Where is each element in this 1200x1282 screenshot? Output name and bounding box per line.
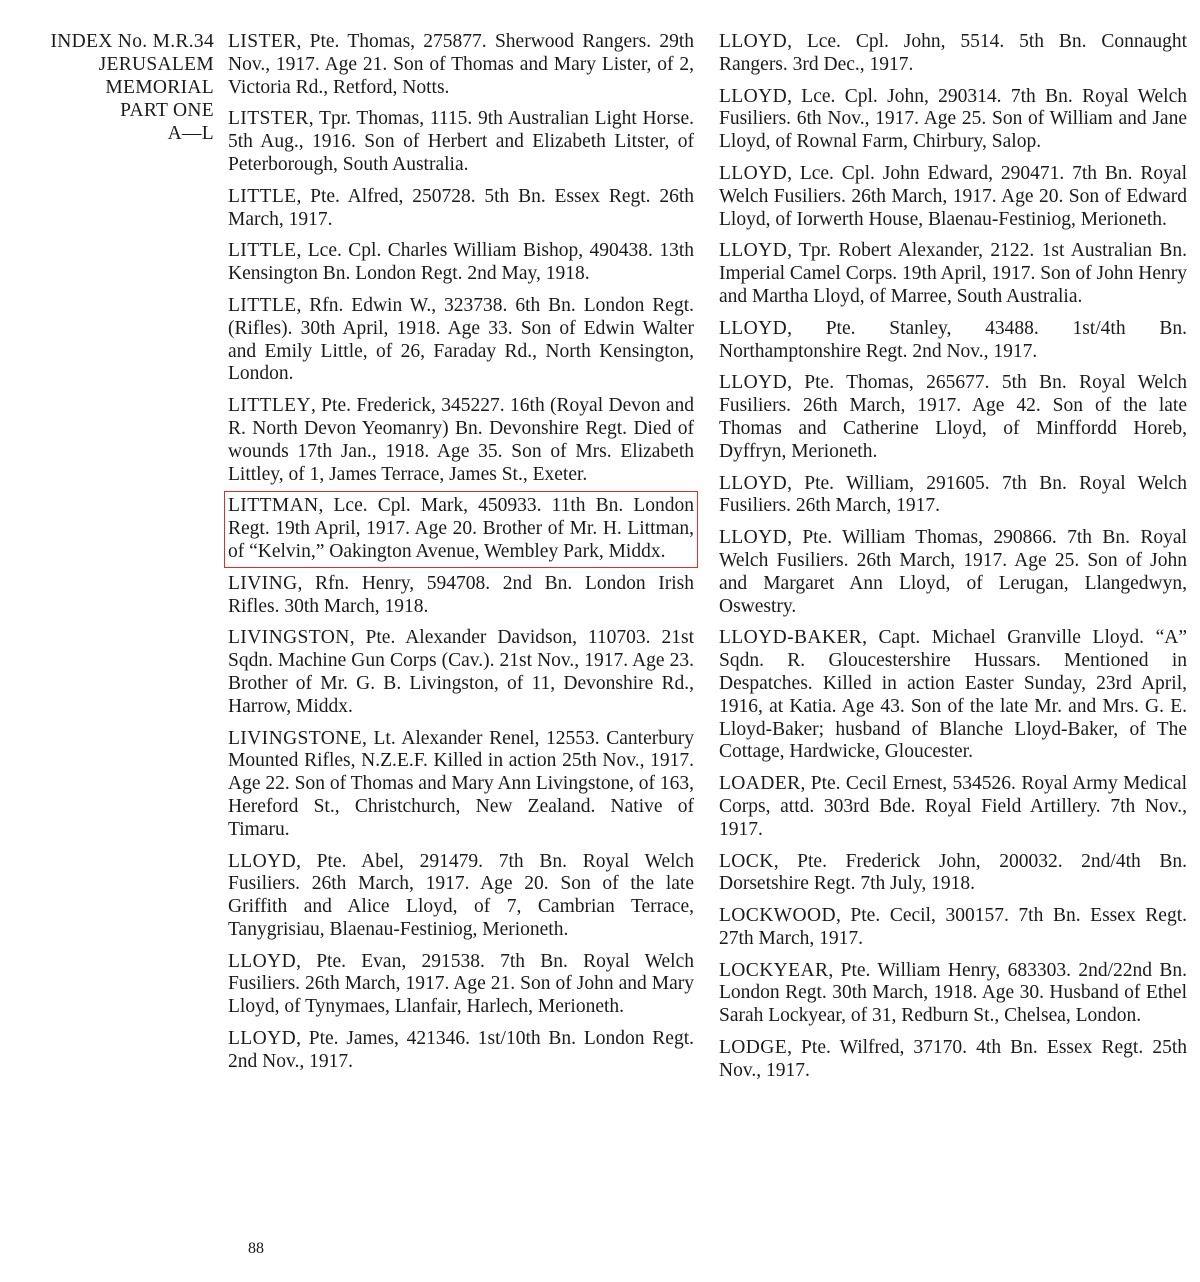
entry-details: , Lt. Alexander Renel, 12553. Canterbury Mounted Rifles, N.Z.E.F. Killed in action 25th Nov., 1917. Age 22. Son of Thomas and Mary Ann Livingstone, of 163, Hereford St., Christchurch, New Zealand. Native of Timaru. [228,727,694,840]
entry-surname: LITTMAN [228,495,319,517]
entry-surname: LOCKYEAR [719,959,829,981]
entry-details: , Pte. Thomas, 275877. Sherwood Rangers. 29th Nov., 1917. Age 21. Son of Thomas and Mary Lister, of 2, Victoria Rd., Retford, Notts. [228,31,694,98]
part-label: PART ONE [120,100,214,121]
entry-surname: LITTLEY [228,395,311,417]
entry-details: , Pte. Alexander Davidson, 110703. 21st Sqdn. Machine Gun Corps (Cav.). 21st Nov., 1917. Age 23. Brother of Mr. G. B. Livingston, of 11, Devonshire Rd., Harrow, Middx. [228,627,694,717]
entry-surname: LITSTER [228,108,309,130]
entry-details: , Pte. James, 421346. 1st/10th Bn. London Regt. 2nd Nov., 1917. [228,1028,694,1072]
entry-details: , Pte. Stanley, 43488. 1st/4th Bn. Northamptonshire Regt. 2nd Nov., 1917. [719,317,1187,362]
entry-details: , Pte. Frederick John, 200032. 2nd/4th Bn. Dorsetshire Regt. 7th July, 1918. [719,850,1187,895]
entry-surname: LLOYD [719,162,788,184]
entry-surname: LLOYD [719,317,788,339]
entry-surname: LODGE [719,1037,788,1059]
casualty-entry [228,186,694,232]
casualty-entry [228,240,694,286]
page-number: 88 [248,1240,264,1257]
entry-details: , Pte. William, 291605. 7th Bn. Royal Welch Fusiliers. 26th March, 1917. [719,472,1187,517]
entry-surname: LLOYD [719,372,788,394]
entry-surname: LLOYD [719,527,788,549]
casualty-entry [228,108,694,176]
casualty-entry [719,1037,1187,1083]
casualty-entry [228,951,694,1019]
casualty-entry [719,31,1187,77]
casualty-entry [719,372,1187,463]
index-number: INDEX No. M.R.34 [50,31,214,52]
entry-surname: LOCKWOOD [719,905,836,927]
entry-surname: LITTLE [228,240,297,262]
right-column [719,31,1187,1092]
casualty-entry [228,851,694,942]
casualty-entry [719,905,1187,951]
left-column [228,31,694,1083]
entry-surname: LIVING [228,572,298,594]
entry-details: , Pte. Abel, 291479. 7th Bn. Royal Welch Fusiliers. 26th March, 1917. Age 20. Son of the late Griffith and Alice Lloyd, of 7, Cambrian Terrace, Tanygrisiau, Blaenau-Festiniog, Merioneth. [228,850,694,940]
entry-details: , Rfn. Henry, 594708. 2nd Bn. London Irish Rifles. 30th March, 1918. [228,572,694,617]
entry-details: , Lce. Cpl. John, 290314. 7th Bn. Royal Welch Fusiliers. 6th Nov., 1917. Age 25. Son of William and Jane Lloyd, of Rownal Farm, Chirbury, Salop. [719,85,1187,153]
entry-surname: LLOYD-BAKER [719,627,863,649]
entry-details: , Tpr. Robert Alexander, 2122. 1st Australian Bn. Imperial Camel Corps. 19th April, 1917. Son of John Henry and Martha Lloyd, of Marree, South Australia. [719,240,1187,307]
entry-surname: LISTER [228,31,297,52]
entry-details: , Capt. Michael Granville Lloyd. “A” Sqdn. R. Gloucestershire Hussars. Mentioned in Despatches. Killed in action Easter Sunday, 23rd April, 1916, at Katia. Age 43. Son of the late Mr. and Mrs. G. E. Lloyd-Baker; husband of Blanche Lloyd-Baker, of The Cottage, Hardwicke, Gloucester. [719,627,1187,763]
entry-details: , Pte. William Henry, 683303. 2nd/22nd Bn. London Regt. 30th March, 1918. Age 30. Husband of Ethel Sarah Lockyear, of 31, Redburn St., Chelsea, London. [719,959,1187,1027]
entry-details: , Pte. Cecil, 300157. 7th Bn. Essex Regt. 27th March, 1917. [719,905,1187,949]
entry-surname: LIVINGSTONE [228,727,363,749]
entry-surname: LLOYD [228,950,297,972]
entry-details: , Pte. William Thomas, 290866. 7th Bn. Royal Welch Fusiliers. 26th March, 1917. Age 25. Son of John and Margaret Ann Lloyd, of Lerugan, Llangedwyn, Oswestry. [719,527,1187,617]
casualty-entry [719,473,1187,519]
casualty-entry [228,573,694,619]
casualty-entry [719,960,1187,1028]
memorial-label: MEMORIAL [105,77,214,98]
casualty-entry [719,86,1187,154]
casualty-entry [228,627,694,718]
casualty-entry [719,318,1187,364]
letter-range: A—L [167,123,214,144]
entry-details: , Lce. Cpl. John, 5514. 5th Bn. Connaught Rangers. 3rd Dec., 1917. [719,31,1187,75]
casualty-entry [719,163,1187,231]
entry-details: , Lce. Cpl. Mark, 450933. 11th Bn. London Regt. 19th April, 1917. Age 20. Brother of Mr. H. Littman, of “Kelvin,” Oakington Avenue, Wembley Park, Middx. [228,495,694,562]
casualty-entry [719,627,1187,764]
casualty-entry [719,773,1187,841]
casualty-entry [228,295,694,386]
casualty-entry [228,31,694,99]
entry-details: , Pte. Alfred, 250728. 5th Bn. Essex Regt. 26th March, 1917. [228,185,694,230]
casualty-entry [719,240,1187,308]
entry-details: , Pte. Cecil Ernest, 534526. Royal Army Medical Corps, attd. 303rd Bde. Royal Field Artillery. 7th Nov., 1917. [719,773,1187,840]
entry-surname: LITTLE [228,294,297,316]
entry-surname: LLOYD [719,240,788,262]
casualty-entry [228,395,694,486]
highlighted-entry [228,495,694,563]
entry-surname: LLOYD [719,472,788,494]
entry-surname: LOCK [719,850,774,872]
entry-details: , Pte. Thomas, 265677. 5th Bn. Royal Welch Fusiliers. 26th March, 1917. Age 42. Son of the late Thomas and Catherine Lloyd, of Minffordd Horeb, Dyffryn, Merioneth. [719,372,1187,462]
entry-surname: LITTLE [228,185,297,207]
entry-details: , Pte. Frederick, 345227. 16th (Royal Devon and R. North Devon Yeomanry) Bn. Devonshire Regt. Died of wounds 17th Jan., 1918. Age 35. Son of Mrs. Elizabeth Littley, of 1, James Terrace, James St., Exeter. [228,395,694,485]
entry-details: , Pte. Evan, 291538. 7th Bn. Royal Welch Fusiliers. 26th March, 1917. Age 21. Son of John and Mary Lloyd, of Tynymaes, Llanfair, Harlech, Merioneth. [228,950,694,1018]
casualty-entry [719,851,1187,897]
entry-surname: LLOYD [228,1028,297,1050]
casualty-entry [719,527,1187,618]
entry-details: , Lce. Cpl. John Edward, 290471. 7th Bn. Royal Welch Fusiliers. 26th March, 1917. Age 20. Son of Edward Lloyd, of Iorwerth House, Blaenau-Festiniog, Merioneth. [719,162,1187,230]
memorial-name: JERUSALEM [98,54,214,75]
entry-details: , Tpr. Thomas, 1115. 9th Australian Light Horse. 5th Aug., 1916. Son of Herbert and Elizabeth Litster, of Peterborough, South Australia. [228,108,694,175]
entry-surname: LLOYD [228,850,297,872]
entry-surname: LOADER [719,773,801,795]
entry-details: , Pte. Wilfred, 37170. 4th Bn. Essex Regt. 25th Nov., 1917. [719,1037,1187,1081]
entry-surname: LLOYD [719,31,788,52]
casualty-entry [228,1028,694,1074]
entry-surname: LLOYD [719,85,788,107]
entry-details: , Rfn. Edwin W., 323738. 6th Bn. London Regt. (Rifles). 30th April, 1918. Age 33. Son of Edwin Walter and Emily Little, of 26, Faraday Rd., North Kensington, London. [228,294,694,385]
entry-details: , Lce. Cpl. Charles William Bishop, 490438. 13th Kensington Bn. London Regt. 2nd May, 1918. [228,240,694,285]
casualty-entry [228,728,694,842]
entry-surname: LIVINGSTON [228,627,350,649]
index-heading [0,30,214,145]
